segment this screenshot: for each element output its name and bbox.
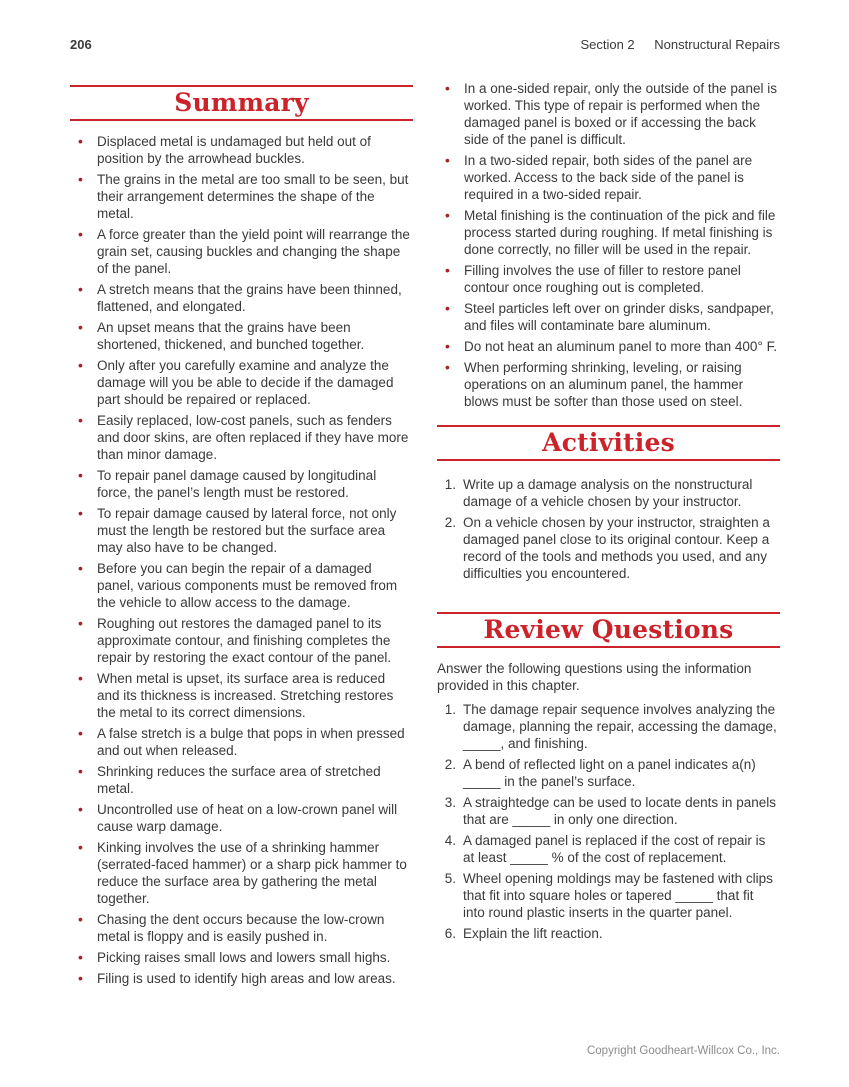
bullet-icon: • bbox=[78, 226, 83, 242]
list-item bbox=[70, 801, 413, 835]
list-item bbox=[437, 80, 780, 148]
list-item bbox=[437, 476, 780, 510]
list-item bbox=[70, 670, 413, 721]
list-item bbox=[70, 467, 413, 501]
list-item-text: Filing is used to identify high areas and low areas. bbox=[97, 971, 396, 986]
section-title: Nonstructural Repairs bbox=[654, 37, 780, 52]
list-item bbox=[70, 970, 413, 987]
list-item-text: Only after you carefully examine and analyze the damage will you be able to decide if the damaged part should be repaired or replaced. bbox=[97, 358, 394, 407]
list-item-text: In a two-sided repair, both sides of the panel are worked. Access to the back side of the panel is required in a two-sided repair. bbox=[464, 153, 753, 202]
list-item bbox=[70, 949, 413, 966]
list-item-text: On a vehicle chosen by your instructor, straighten a damaged panel close to its original contour. Keep a record of the tools and methods you used, and any difficulties you encountered. bbox=[463, 515, 770, 581]
bullet-icon: • bbox=[78, 412, 83, 428]
list-item-text: Explain the lift reaction. bbox=[463, 926, 603, 941]
list-item bbox=[70, 560, 413, 611]
bullet-icon: • bbox=[445, 152, 450, 168]
list-item-text: A false stretch is a bulge that pops in when pressed and out when released. bbox=[97, 726, 405, 758]
list-item bbox=[70, 133, 413, 167]
activities-heading-block bbox=[437, 425, 780, 461]
bullet-icon: • bbox=[78, 763, 83, 779]
list-item bbox=[437, 925, 780, 942]
bullet-icon: • bbox=[78, 505, 83, 521]
left-column bbox=[70, 80, 413, 991]
list-item-text: Do not heat an aluminum panel to more than 400° F. bbox=[464, 339, 778, 354]
list-item-text: Metal finishing is the continuation of the pick and file process started during roughing. If metal finishing is done correctly, no filler will be used in the repair. bbox=[464, 208, 776, 257]
list-item bbox=[70, 615, 413, 666]
bullet-icon: • bbox=[78, 467, 83, 483]
item-number: 2. bbox=[444, 515, 456, 530]
list-item bbox=[70, 281, 413, 315]
bullet-icon: • bbox=[78, 801, 83, 817]
bullet-icon: • bbox=[78, 171, 83, 187]
list-item-text: In a one-sided repair, only the outside of the panel is worked. This type of repair is performed when the damaged panel is boxed or if accessing the back side of the panel is difficult. bbox=[464, 81, 777, 147]
summary-bullet-list-left bbox=[70, 133, 413, 987]
list-item-text: Kinking involves the use of a shrinking hammer (serrated-faced hammer) or a sharp pick hammer to reduce the surface area by gathering the metal together. bbox=[97, 840, 407, 906]
list-item bbox=[70, 505, 413, 556]
list-item-text: A bend of reflected light on a panel indicates a(n) _____ in the panel’s surface. bbox=[463, 757, 756, 789]
list-item bbox=[70, 412, 413, 463]
list-item-text: To repair panel damage caused by longitudinal force, the panel’s length must be restored. bbox=[97, 468, 377, 500]
list-item bbox=[70, 357, 413, 408]
list-item bbox=[70, 171, 413, 222]
list-item-text: An upset means that the grains have been shortened, thickened, and bunched together. bbox=[97, 320, 365, 352]
review-questions-intro: Answer the following questions using the information provided in this chapter. bbox=[437, 661, 752, 693]
list-item bbox=[437, 207, 780, 258]
list-item bbox=[437, 359, 780, 410]
summary-title: Summary bbox=[174, 88, 309, 117]
list-item bbox=[70, 763, 413, 797]
list-item-text: Shrinking reduces the surface area of stretched metal. bbox=[97, 764, 381, 796]
two-column-layout bbox=[70, 80, 780, 991]
list-item-text: When metal is upset, its surface area is reduced and its thickness is increased. Stretching restores the metal to its correct dimensions. bbox=[97, 671, 394, 720]
list-item bbox=[70, 725, 413, 759]
bullet-icon: • bbox=[78, 949, 83, 965]
bullet-icon: • bbox=[78, 133, 83, 149]
bullet-icon: • bbox=[78, 615, 83, 631]
item-number: 4. bbox=[444, 833, 456, 848]
bullet-icon: • bbox=[445, 300, 450, 316]
list-item-text: Easily replaced, low-cost panels, such as fenders and door skins, are often replaced if they have more than minor damage. bbox=[97, 413, 409, 462]
list-item-text: Roughing out restores the damaged panel to its approximate contour, and finishing completes the repair by restoring the exact contour of the panel. bbox=[97, 616, 392, 665]
running-header-right bbox=[580, 38, 780, 51]
item-number: 5. bbox=[444, 871, 456, 886]
list-item-text: Filling involves the use of filler to restore panel contour once roughing out is completed. bbox=[464, 263, 741, 295]
list-item-text: A damaged panel is replaced if the cost of repair is at least _____ % of the cost of replacement. bbox=[463, 833, 766, 865]
bullet-icon: • bbox=[445, 338, 450, 354]
bullet-icon: • bbox=[78, 670, 83, 686]
list-item bbox=[437, 794, 780, 828]
item-number: 1. bbox=[444, 702, 456, 717]
summary-bullet-list-right bbox=[437, 80, 780, 410]
list-item-text: Wheel opening moldings may be fastened with clips that fit into square holes or tapered _____ that fit into round plastic inserts in the quarter panel. bbox=[463, 871, 773, 920]
review-questions-title: Review Questions bbox=[483, 615, 734, 644]
item-number: 3. bbox=[444, 795, 456, 810]
bullet-icon: • bbox=[78, 911, 83, 927]
running-header bbox=[70, 38, 780, 51]
bullet-icon: • bbox=[445, 80, 450, 96]
copyright-notice: Copyright Goodheart-Willcox Co., Inc. bbox=[586, 1045, 780, 1057]
list-item-text: Picking raises small lows and lowers small highs. bbox=[97, 950, 391, 965]
list-item bbox=[437, 514, 780, 582]
bullet-icon: • bbox=[78, 970, 83, 986]
list-item bbox=[437, 756, 780, 790]
list-item-text: A force greater than the yield point will rearrange the grain set, causing buckles and changing the shape of the panel. bbox=[97, 227, 410, 276]
bullet-icon: • bbox=[445, 359, 450, 375]
list-item-text: Steel particles left over on grinder disks, sandpaper, and files will contaminate bare aluminum. bbox=[464, 301, 774, 333]
item-number: 2. bbox=[444, 757, 456, 772]
list-item bbox=[70, 319, 413, 353]
bullet-icon: • bbox=[78, 725, 83, 741]
list-item-text: A stretch means that the grains have been thinned, flattened, and elongated. bbox=[97, 282, 402, 314]
list-item bbox=[70, 226, 413, 277]
review-questions-heading-block bbox=[437, 612, 780, 648]
list-item-text: Before you can begin the repair of a damaged panel, various components must be removed from the vehicle to allow access to the damage. bbox=[97, 561, 398, 610]
bullet-icon: • bbox=[445, 207, 450, 223]
page-number: 206 bbox=[70, 37, 92, 52]
bullet-icon: • bbox=[78, 281, 83, 297]
page-footer bbox=[587, 1045, 780, 1057]
list-item-text: When performing shrinking, leveling, or raising operations on an aluminum panel, the hammer blows must be softer than those used on steel. bbox=[464, 360, 744, 409]
activities-list bbox=[437, 476, 780, 582]
list-item-text: The damage repair sequence involves analyzing the damage, planning the repair, accessing the damage, _____, and finishing. bbox=[463, 702, 777, 751]
list-item-text: A straightedge can be used to locate dents in panels that are _____ in only one direction. bbox=[463, 795, 776, 827]
list-item bbox=[70, 839, 413, 907]
bullet-icon: • bbox=[78, 839, 83, 855]
list-item-text: The grains in the metal are too small to be seen, but their arrangement determines the shape of the metal. bbox=[97, 172, 409, 221]
activities-title: Activities bbox=[542, 428, 675, 457]
section-label: Section 2 bbox=[580, 37, 635, 52]
list-item bbox=[437, 300, 780, 334]
list-item bbox=[437, 701, 780, 752]
list-item bbox=[70, 911, 413, 945]
bullet-icon: • bbox=[445, 262, 450, 278]
summary-heading-block bbox=[70, 85, 413, 121]
item-number: 1. bbox=[444, 477, 456, 492]
bullet-icon: • bbox=[78, 319, 83, 335]
list-item bbox=[437, 152, 780, 203]
right-column bbox=[437, 80, 780, 991]
list-item-text: Displaced metal is undamaged but held out of position by the arrowhead buckles. bbox=[97, 134, 371, 166]
list-item-text: Chasing the dent occurs because the low-crown metal is floppy and is easily pushed in. bbox=[97, 912, 385, 944]
list-item-text: Write up a damage analysis on the nonstructural damage of a vehicle chosen by your instructor. bbox=[463, 477, 753, 509]
list-item bbox=[437, 338, 780, 355]
item-number: 6. bbox=[444, 926, 456, 941]
list-item-text: Uncontrolled use of heat on a low-crown panel will cause warp damage. bbox=[97, 802, 398, 834]
list-item bbox=[437, 262, 780, 296]
bullet-icon: • bbox=[78, 357, 83, 373]
list-item bbox=[437, 870, 780, 921]
bullet-icon: • bbox=[78, 560, 83, 576]
list-item bbox=[437, 832, 780, 866]
list-item-text: To repair damage caused by lateral force, not only must the length be restored but the surface area may also have to be changed. bbox=[97, 506, 397, 555]
review-questions-list bbox=[437, 701, 780, 942]
